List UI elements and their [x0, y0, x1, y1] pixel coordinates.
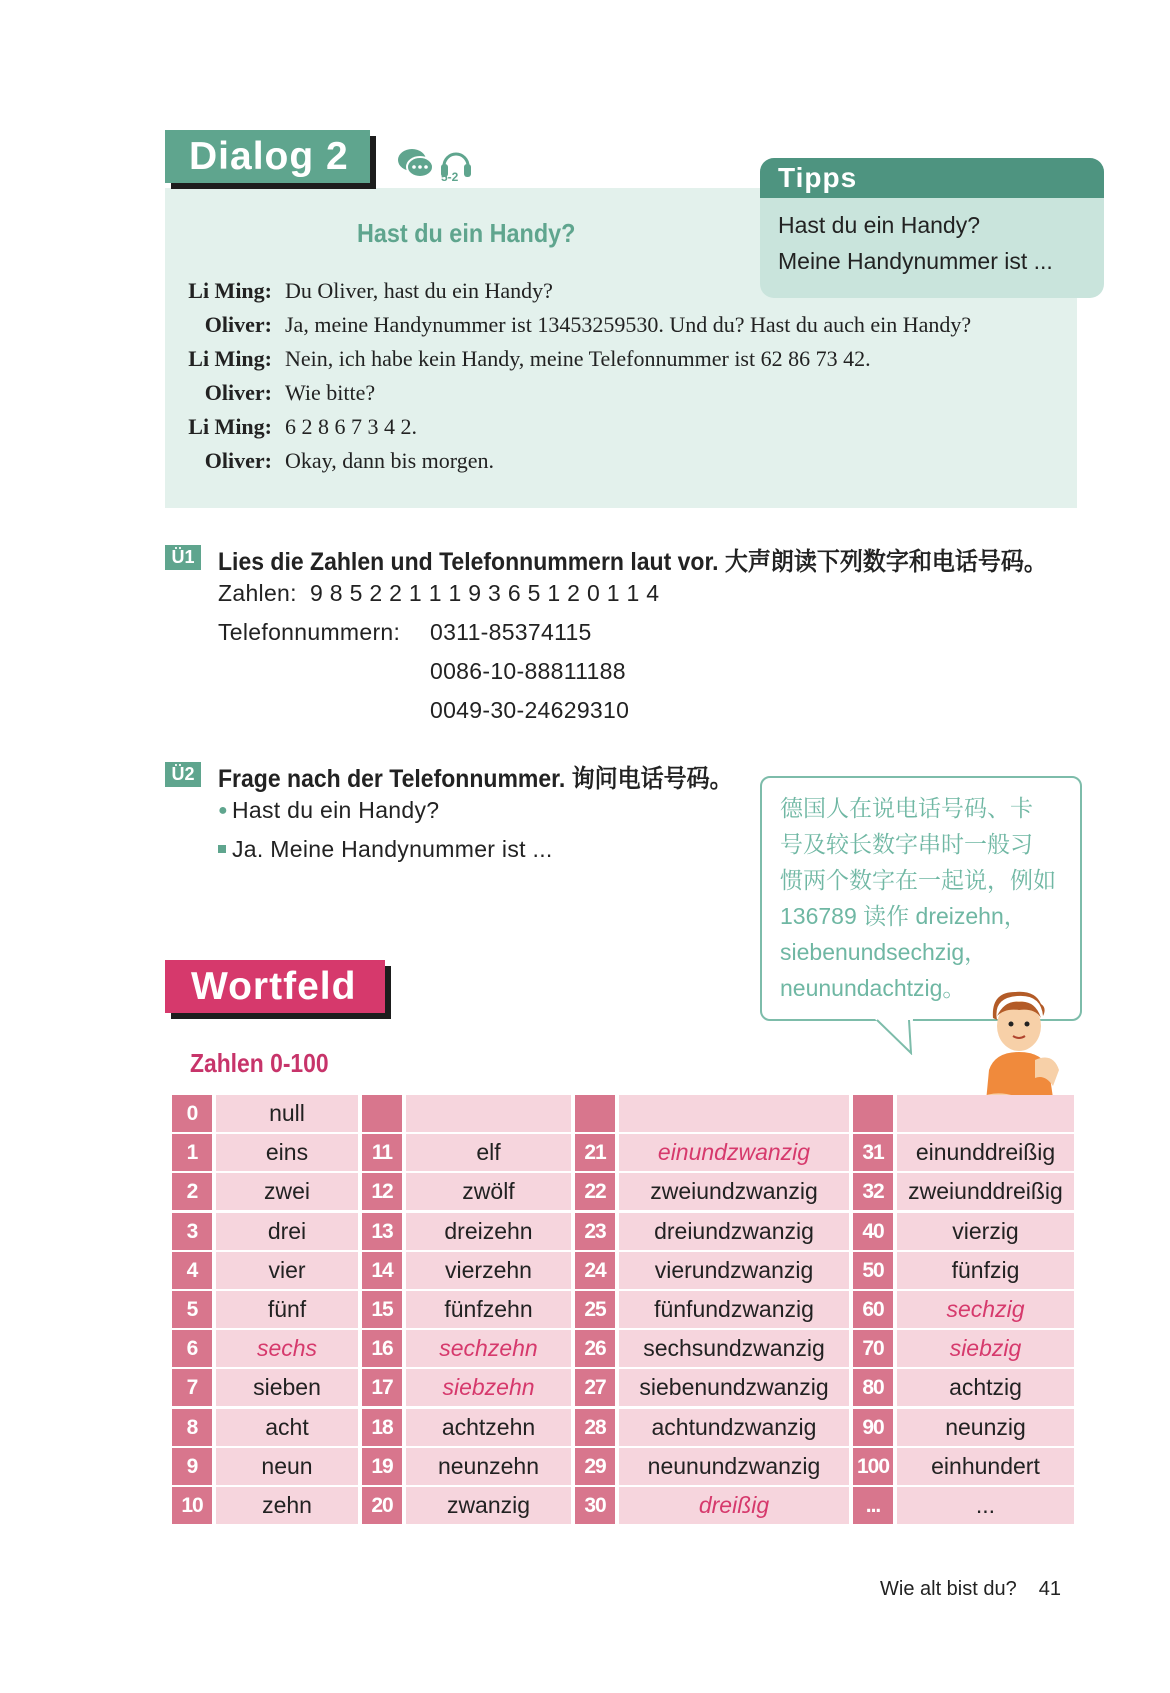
word-cell — [897, 1095, 1074, 1132]
bubble-line: 号及较长数字串时一般习 — [780, 831, 1033, 857]
number-cell — [575, 1095, 615, 1132]
dialog-line — [0, 312, 1100, 346]
bubble-line: 惯两个数字在一起说，例如 — [780, 867, 1056, 893]
word-cell: siebenundzwanzig — [619, 1369, 849, 1406]
word-cell: neun — [216, 1448, 358, 1485]
exercise-badge: Ü1 — [165, 545, 201, 570]
number-cell: 4 — [172, 1252, 212, 1289]
word-cell: sechzig — [897, 1291, 1074, 1328]
number-cell: 11 — [362, 1134, 402, 1171]
speaker: Oliver: — [204, 312, 272, 337]
answer-text: Ja. Meine Handynummer ist ... — [232, 836, 553, 862]
word-cell: sechsundzwanzig — [619, 1330, 849, 1367]
bubble-line: 136789 读作 dreizehn， — [780, 903, 1027, 929]
phone-number: 0086-10-88811188 — [430, 658, 626, 684]
chat-bubbles-icon — [398, 149, 433, 177]
word-cell: einundzwanzig — [619, 1134, 849, 1171]
number-cell: 27 — [575, 1369, 615, 1406]
number-cell: 31 — [853, 1134, 893, 1171]
exercise-title: Frage nach der Telefonnummer. 询问电话号码。 — [218, 765, 733, 793]
word-cell: dreiundzwanzig — [619, 1213, 849, 1250]
number-cell: 60 — [853, 1291, 893, 1328]
tipps-line: Meine Handynummer ist ... — [778, 248, 1053, 274]
bubble-line: 德国人在说电话号码、卡 — [780, 795, 1033, 821]
number-cell: 80 — [853, 1369, 893, 1406]
page-footer — [880, 1578, 1061, 1601]
number-cell: 3 — [172, 1213, 212, 1250]
number-cell: 28 — [575, 1409, 615, 1446]
word-cell: fünfzig — [897, 1252, 1074, 1289]
number-cell: 7 — [172, 1369, 212, 1406]
word-cell: zehn — [216, 1487, 358, 1524]
number-cell: 24 — [575, 1252, 615, 1289]
tipps-title: Tipps — [760, 158, 1104, 198]
word-cell: fünfzehn — [406, 1291, 571, 1328]
word-cell: sieben — [216, 1369, 358, 1406]
dialog-tab: Dialog 2 — [165, 130, 370, 183]
number-cell: 18 — [362, 1409, 402, 1446]
word-cell: sechs — [216, 1330, 358, 1367]
speech-bubble — [760, 776, 1082, 1021]
numbers-table — [172, 1095, 1074, 1519]
number-cell: 20 — [362, 1487, 402, 1524]
utterance: Wie bitte? — [285, 380, 376, 405]
number-cell: 32 — [853, 1173, 893, 1210]
dialog-line — [0, 448, 1100, 482]
numbers-sequence: 9 8 5 2 2 1 1 1 9 3 6 5 1 2 0 1 1 4 — [310, 580, 660, 606]
utterance: Ja, meine Handynummer ist 13453259530. Und du? Hast du auch ein Handy? — [285, 312, 972, 337]
number-cell: 10 — [172, 1487, 212, 1524]
word-cell: fünfundzwanzig — [619, 1291, 849, 1328]
number-cell: 30 — [575, 1487, 615, 1524]
speaker: Oliver: — [204, 380, 272, 405]
word-cell: vierzehn — [406, 1252, 571, 1289]
word-cell: zweiunddreißig — [897, 1173, 1074, 1210]
number-cell: 40 — [853, 1213, 893, 1250]
exercise-badge: Ü2 — [165, 762, 201, 787]
number-cell: ... — [853, 1487, 893, 1524]
wortfeld-tab: Wortfeld — [165, 960, 385, 1013]
question-line — [218, 797, 439, 824]
question-text: Hast du ein Handy? — [231, 797, 440, 823]
page-number: 41 — [1038, 1578, 1061, 1600]
number-cell: 22 — [575, 1173, 615, 1210]
word-cell: neunzehn — [406, 1448, 571, 1485]
bubble-line: siebenundsechzig， — [780, 939, 988, 965]
word-cell: vierzig — [897, 1213, 1074, 1250]
word-cell — [619, 1095, 849, 1132]
speaker: Li Ming: — [188, 278, 272, 303]
word-cell: drei — [216, 1213, 358, 1250]
word-cell: elf — [406, 1134, 571, 1171]
number-cell: 70 — [853, 1330, 893, 1367]
word-cell: dreizehn — [406, 1213, 571, 1250]
word-cell: zwanzig — [406, 1487, 571, 1524]
bullet-dot-icon: ● — [218, 802, 228, 819]
number-cell: 25 — [575, 1291, 615, 1328]
word-cell: vierundzwanzig — [619, 1252, 849, 1289]
word-cell: einunddreißig — [897, 1134, 1074, 1171]
phone-number: 0311-85374115 — [430, 619, 592, 645]
speaker: Oliver: — [204, 448, 272, 473]
word-cell: neunzig — [897, 1409, 1074, 1446]
number-cell: 2 — [172, 1173, 212, 1210]
number-cell: 26 — [575, 1330, 615, 1367]
word-cell: achtzig — [897, 1369, 1074, 1406]
word-cell: fünf — [216, 1291, 358, 1328]
tipps-box — [760, 158, 1104, 298]
word-cell — [406, 1095, 571, 1132]
number-cell: 1 — [172, 1134, 212, 1171]
word-cell: einhundert — [897, 1448, 1074, 1485]
number-cell: 0 — [172, 1095, 212, 1132]
number-cell: 16 — [362, 1330, 402, 1367]
utterance: Nein, ich habe kein Handy, meine Telefonnummer ist 62 86 73 42. — [285, 346, 871, 371]
word-cell: null — [216, 1095, 358, 1132]
number-cell: 17 — [362, 1369, 402, 1406]
word-cell: sechzehn — [406, 1330, 571, 1367]
bubble-line: neunundachtzig。 — [780, 975, 966, 1001]
utterance: 6 2 8 6 7 3 4 2. — [285, 414, 417, 439]
number-cell: 23 — [575, 1213, 615, 1250]
word-cell: neunundzwanzig — [619, 1448, 849, 1485]
bubble-tail — [873, 1019, 933, 1055]
phone-label: Telefonnummern: — [218, 619, 401, 645]
numbers-subtitle: Zahlen 0-100 — [190, 1048, 329, 1078]
dialog-line — [0, 380, 1100, 414]
bubble-text — [780, 790, 1070, 1006]
number-cell: 100 — [853, 1448, 893, 1485]
word-cell: eins — [216, 1134, 358, 1171]
number-cell: 13 — [362, 1213, 402, 1250]
number-cell: 19 — [362, 1448, 402, 1485]
speaker: Li Ming: — [188, 414, 272, 439]
word-cell: achtzehn — [406, 1409, 571, 1446]
phone-number: 0049-30-24629310 — [430, 697, 630, 723]
number-cell: 8 — [172, 1409, 212, 1446]
word-cell: acht — [216, 1409, 358, 1446]
number-cell: 21 — [575, 1134, 615, 1171]
tipps-line: Hast du ein Handy? — [778, 212, 981, 238]
word-cell: zwei — [216, 1173, 358, 1210]
chapter-title: Wie alt bist du? — [880, 1578, 1017, 1600]
number-cell: 9 — [172, 1448, 212, 1485]
word-cell: siebzehn — [406, 1369, 571, 1406]
dialog-line — [0, 414, 1100, 448]
audio-icons — [396, 140, 472, 184]
number-cell — [362, 1095, 402, 1132]
word-cell: zwölf — [406, 1173, 571, 1210]
speaker: Li Ming: — [188, 346, 272, 371]
word-cell: achtundzwanzig — [619, 1409, 849, 1446]
word-cell: zweiundzwanzig — [619, 1173, 849, 1210]
word-cell: dreißig — [619, 1487, 849, 1524]
dialog-title: Hast du ein Handy? — [357, 218, 576, 248]
number-cell: 5 — [172, 1291, 212, 1328]
word-cell: siebzig — [897, 1330, 1074, 1367]
word-cell: ... — [897, 1487, 1074, 1524]
utterance: Du Oliver, hast du ein Handy? — [285, 278, 553, 303]
dialog-line — [0, 346, 1100, 380]
number-cell: 6 — [172, 1330, 212, 1367]
number-cell: 50 — [853, 1252, 893, 1289]
utterance: Okay, dann bis morgen. — [285, 448, 494, 473]
answer-line — [218, 836, 553, 863]
word-cell: vier — [216, 1252, 358, 1289]
number-cell: 90 — [853, 1409, 893, 1446]
number-cell: 15 — [362, 1291, 402, 1328]
number-cell: 12 — [362, 1173, 402, 1210]
number-cell — [853, 1095, 893, 1132]
numbers-label: Zahlen: — [218, 580, 297, 606]
bullet-square-icon — [218, 845, 226, 853]
number-cell: 29 — [575, 1448, 615, 1485]
number-cell: 14 — [362, 1252, 402, 1289]
track-number: 5-2 — [441, 170, 459, 184]
boy-illustration — [975, 990, 1065, 1112]
exercise-title: Lies die Zahlen und Telefonnummern laut vor. 大声朗读下列数字和电话号码。 — [218, 548, 1047, 576]
